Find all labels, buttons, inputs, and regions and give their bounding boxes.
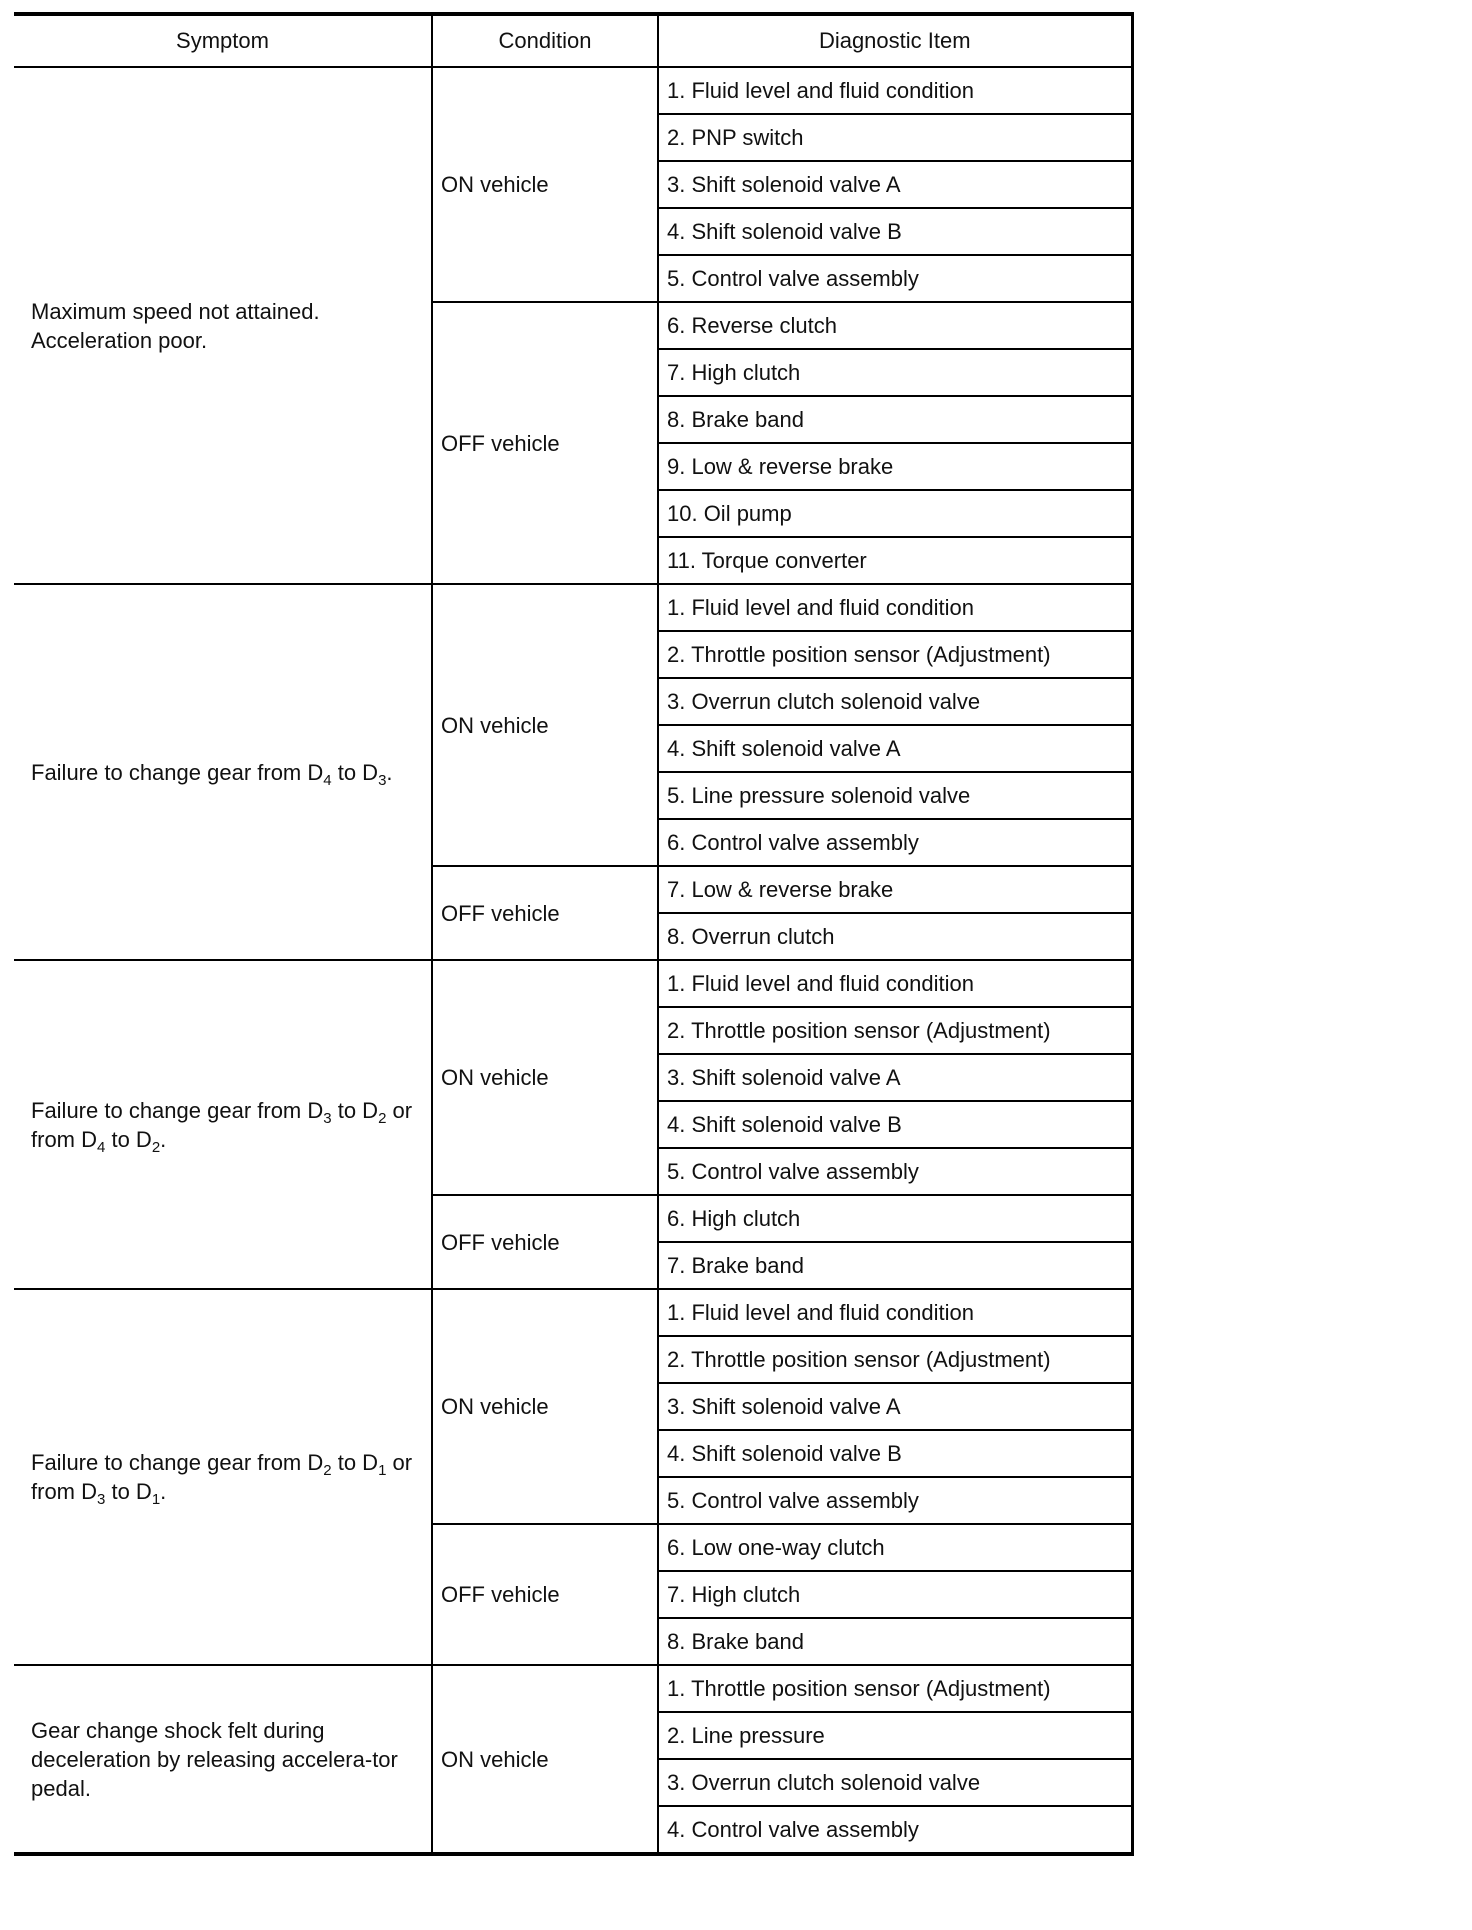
table-row (14, 584, 1132, 631)
diagnostic-item-cell: 1. Throttle position sensor (Adjustment) (658, 1665, 1132, 1712)
diagnostic-item-cell: 2. PNP switch (658, 114, 1132, 161)
symptom-text: or from D (31, 1450, 413, 1504)
table-row (14, 960, 1132, 1007)
symptom-text: Failure to change gear from D (31, 759, 324, 785)
diagnostic-item-cell: 4. Shift solenoid valve B (658, 208, 1132, 255)
diagnostic-item-cell: 2. Throttle position sensor (Adjustment) (658, 1007, 1132, 1054)
diagnostic-item-cell: 4. Control valve assembly (658, 1806, 1132, 1854)
diagnostic-item-cell: 4. Shift solenoid valve B (658, 1101, 1132, 1148)
diagnostic-item-cell: 6. Low one-way clutch (658, 1524, 1132, 1571)
symptom-subscript: 3 (323, 1109, 332, 1127)
symptom-text: . (386, 759, 393, 785)
symptom-text: Acceleration poor. (31, 327, 208, 353)
condition-cell: ON vehicle (432, 584, 658, 866)
symptom-cell (14, 960, 432, 1289)
table-body (14, 67, 1132, 1854)
header-row (14, 14, 1132, 67)
condition-cell: OFF vehicle (432, 1195, 658, 1289)
table-row (14, 1665, 1132, 1712)
diagnostic-item-column-header: Diagnostic Item (658, 14, 1132, 67)
diagnostic-item-cell: 3. Shift solenoid valve A (658, 1054, 1132, 1101)
diagnostic-item-cell: 1. Fluid level and fluid condition (658, 67, 1132, 114)
symptom-subscript: 4 (97, 1138, 106, 1156)
diagnostic-item-cell: 4. Shift solenoid valve B (658, 1430, 1132, 1477)
symptom-subscript: 2 (378, 1109, 387, 1127)
diagnostic-item-cell: 2. Throttle position sensor (Adjustment) (658, 1336, 1132, 1383)
symptom-text: Failure to change gear from D (31, 1097, 324, 1123)
diagnostic-item-cell: 6. High clutch (658, 1195, 1132, 1242)
diagnostic-item-cell: 7. High clutch (658, 349, 1132, 396)
symptom-subscript: 4 (323, 771, 332, 789)
diagnostic-item-cell: 6. Control valve assembly (658, 819, 1132, 866)
condition-cell: ON vehicle (432, 1665, 658, 1854)
symptom-text: to D (105, 1126, 152, 1152)
diagnostic-item-cell: 5. Control valve assembly (658, 255, 1132, 302)
diagnostic-item-cell: 8. Brake band (658, 1618, 1132, 1665)
symptom-subscript: 3 (97, 1491, 106, 1508)
diagnostic-item-cell: 2. Line pressure (658, 1712, 1132, 1759)
condition-cell: ON vehicle (432, 960, 658, 1195)
diagnostic-item-cell: 3. Shift solenoid valve A (658, 161, 1132, 208)
symptom-text: or from D (31, 1097, 413, 1152)
diagnostic-item-cell: 10. Oil pump (658, 490, 1132, 537)
diagnostic-item-cell: 8. Overrun clutch (658, 913, 1132, 960)
diagnostic-item-cell: 1. Fluid level and fluid condition (658, 584, 1132, 631)
symptom-subscript: 2 (323, 1462, 332, 1479)
diagnostic-item-cell: 5. Control valve assembly (658, 1477, 1132, 1524)
symptom-column-header: Symptom (14, 14, 432, 67)
symptom-cell (14, 1289, 432, 1665)
condition-cell: ON vehicle (432, 1289, 658, 1524)
symptom-cell (14, 584, 432, 960)
diagnostic-item-cell: 5. Control valve assembly (658, 1148, 1132, 1195)
diagnostic-item-cell: 9. Low & reverse brake (658, 443, 1132, 490)
diagnostic-item-cell: 8. Brake band (658, 396, 1132, 443)
symptom-subscript: 3 (378, 771, 387, 789)
diagnostic-item-cell: 3. Shift solenoid valve A (658, 1383, 1132, 1430)
symptom-cell (14, 67, 432, 584)
diagnostic-item-cell: 7. Low & reverse brake (658, 866, 1132, 913)
diagnostic-item-cell: 2. Throttle position sensor (Adjustment) (658, 631, 1132, 678)
condition-column-header: Condition (432, 14, 658, 67)
symptom-text: . (160, 1479, 167, 1504)
diagnostic-item-cell: 4. Shift solenoid valve A (658, 725, 1132, 772)
symptom-text: . (160, 1126, 167, 1152)
symptom-subscript: 1 (151, 1491, 161, 1508)
condition-cell: OFF vehicle (432, 302, 658, 584)
diagnostic-item-cell: 1. Fluid level and fluid condition (658, 1289, 1132, 1336)
symptom-cell (14, 1665, 432, 1854)
symptom-text: to D (331, 1450, 379, 1475)
symptom-text: Maximum speed not attained. (31, 298, 320, 324)
diagnostic-item-cell: 3. Overrun clutch solenoid valve (658, 678, 1132, 725)
diagnostic-item-cell: 7. Brake band (658, 1242, 1132, 1289)
symptom-text: Failure to change gear from D (31, 1450, 324, 1475)
table-row (14, 67, 1132, 114)
symptom-subscript: 2 (151, 1138, 161, 1156)
diagnostic-item-cell: 3. Overrun clutch solenoid valve (658, 1759, 1132, 1806)
diagnostic-item-cell: 11. Torque converter (658, 537, 1132, 584)
table-row (14, 1289, 1132, 1336)
condition-cell: OFF vehicle (432, 1524, 658, 1665)
diagnostic-item-cell: 6. Reverse clutch (658, 302, 1132, 349)
symptom-subscript: 1 (378, 1462, 387, 1479)
symptom-text: Gear change shock felt during deceleration by releasing accelera-tor pedal. (31, 1717, 398, 1801)
diagnostic-table (14, 12, 1134, 1856)
condition-cell: ON vehicle (432, 67, 658, 302)
symptom-text: to D (105, 1479, 152, 1504)
diagnostic-item-cell: 7. High clutch (658, 1571, 1132, 1618)
symptom-text: to D (331, 759, 379, 785)
symptom-text: to D (331, 1097, 379, 1123)
diagnostic-item-cell: 1. Fluid level and fluid condition (658, 960, 1132, 1007)
diagnostic-item-cell: 5. Line pressure solenoid valve (658, 772, 1132, 819)
condition-cell: OFF vehicle (432, 866, 658, 960)
